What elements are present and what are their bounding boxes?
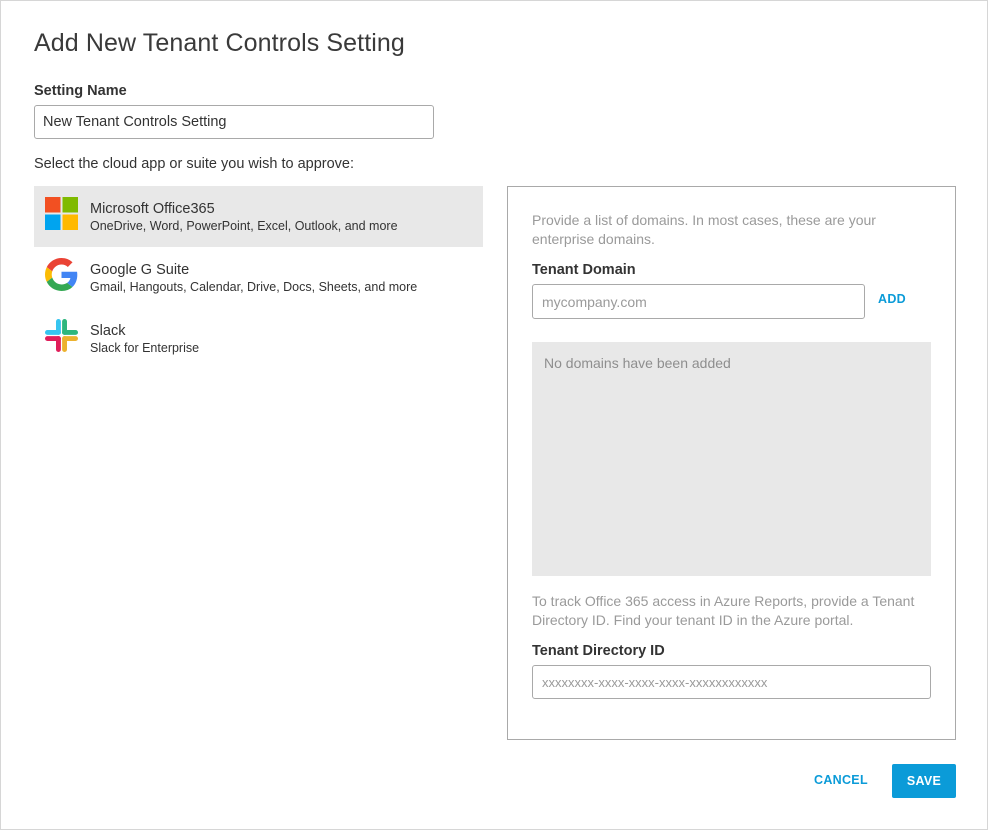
app-description: Slack for Enterprise <box>90 341 200 355</box>
app-settings-panel <box>507 186 956 740</box>
tenant-directory-label: Tenant Directory ID <box>532 643 665 659</box>
app-list <box>34 186 483 369</box>
tenant-domain-input[interactable] <box>532 284 865 319</box>
app-select-prompt: Select the cloud app or suite you wish to approve: <box>34 156 354 172</box>
slack-icon <box>45 319 78 352</box>
app-name: Microsoft Office365 <box>90 201 215 217</box>
google-icon <box>45 258 78 291</box>
empty-domains-text: No domains have been added <box>544 355 731 371</box>
setting-name-input[interactable] <box>34 105 434 139</box>
app-description: OneDrive, Word, PowerPoint, Excel, Outlook, and more <box>90 219 398 233</box>
app-item-slack[interactable] <box>34 308 483 369</box>
app-name: Google G Suite <box>90 262 190 278</box>
tenant-domain-label: Tenant Domain <box>532 262 636 278</box>
app-item-gsuite[interactable] <box>34 247 483 308</box>
cancel-button[interactable]: CANCEL <box>814 773 868 787</box>
domain-list <box>532 342 931 576</box>
tenant-directory-input[interactable] <box>532 665 931 699</box>
app-description: Gmail, Hangouts, Calendar, Drive, Docs, Sheets, and more <box>90 280 418 294</box>
dialog-title: Add New Tenant Controls Setting <box>34 29 405 57</box>
directory-help-text: To track Office 365 access in Azure Reports, provide a Tenant Directory ID. Find your tenant ID in the Azure portal. <box>532 593 915 628</box>
app-item-office365[interactable] <box>34 186 483 247</box>
microsoft-icon <box>45 197 78 230</box>
domains-help-text: Provide a list of domains. In most cases, these are your enterprise domains. <box>532 212 876 247</box>
setting-name-label: Setting Name <box>34 83 127 99</box>
app-name: Slack <box>90 323 126 339</box>
save-button[interactable]: SAVE <box>892 764 956 798</box>
add-domain-button[interactable]: ADD <box>878 292 906 306</box>
